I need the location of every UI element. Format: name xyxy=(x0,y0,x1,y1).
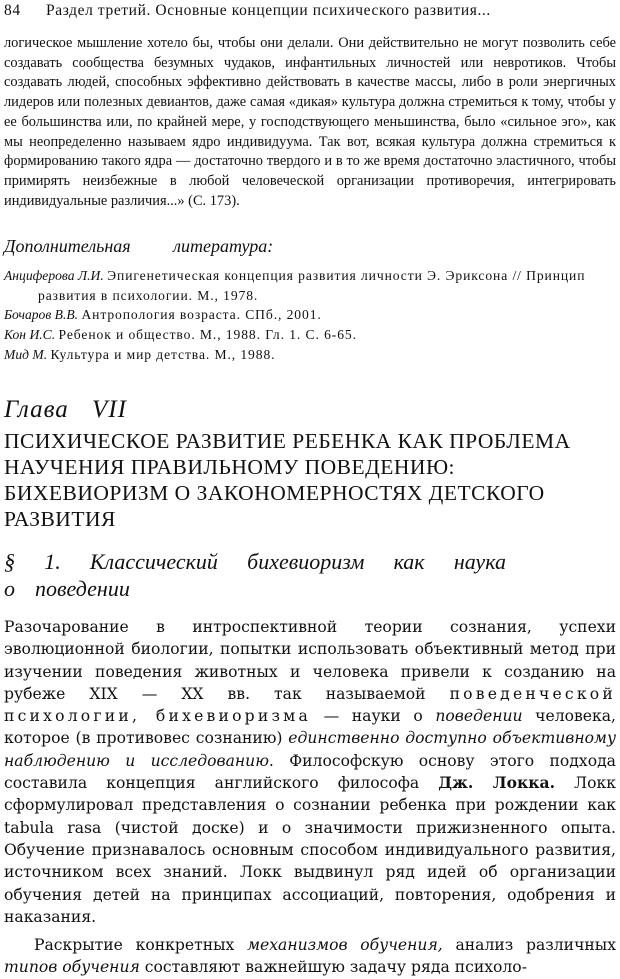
page-number: 84 xyxy=(4,2,21,19)
text-run: анализ различных xyxy=(442,936,616,955)
quote-paragraph xyxy=(4,34,616,211)
reference-text: Ребенок и общество. М., 1988. Гл. 1. С. 6-65. xyxy=(58,327,357,343)
spaced-term: поведенческой психологии, бихевиоризма xyxy=(4,684,616,726)
body-paragraph xyxy=(4,934,616,979)
reference-item xyxy=(4,266,616,305)
body-text xyxy=(4,616,616,979)
reference-author: Мид М. xyxy=(4,346,48,362)
section-title-line xyxy=(4,548,506,575)
reference-item xyxy=(4,345,616,365)
text-run: человека, которое (в противовес сознанию) xyxy=(4,707,616,748)
chapter-title-line: НАУЧЕНИЯ ПРАВИЛЬНОМУ ПОВЕДЕНИЮ: xyxy=(4,455,456,479)
reference-author: Анциферова Л.И. xyxy=(4,268,104,283)
section-word: наука xyxy=(453,549,506,574)
reference-author: Кон И.С. xyxy=(4,327,56,343)
references-list xyxy=(4,266,616,365)
text-run: Локк сформулировал представления о сознании ребенка при рождении как tabula rasa (чистой доске) и о значимости прижизненного опыта. Обучение признавалось основным способом индивидуального развития, источником всех знаний. Локк выдвинул ряд идей об организации обучения детей на принципах ассоциаций, повторения, одобрения и наказания. xyxy=(4,774,616,926)
reference-author: Бочаров В.В. xyxy=(4,307,79,323)
chapter-title xyxy=(4,428,616,532)
body-paragraph xyxy=(4,616,616,928)
section-title-line xyxy=(4,575,616,602)
running-head-title: Раздел третий. Основные концепции психического развития... xyxy=(46,2,491,19)
reference-text: Культура и мир детства. М., 1988. xyxy=(50,346,276,362)
quote-text: логическое мышление хотело бы, чтобы они делали. Они действительно не могут позволить себе создавать сообщества безумных чудаков, инфантильных личностей или невротиков. Чтобы создавать людей, способных эффективно действовать в качестве массы, либо в роли энергичных лидеров или полезных девиантов, даже самая «дикая» культура должна стремиться к тому, чтобы у ее большинства или, по крайней мере, у господствующего меньшинства, было «сильное эго», как мы неопределенно называем ядро индивидуума. Так вот, всякая культура должна стремиться к формированию такого ядра — достаточно твердого и в то же время достаточно эластичного, чтобы примирять неизбежные в любой человеческой организации противоречия, интегрировать индивидуальные различия...» (С. 173). xyxy=(4,35,616,209)
running-head xyxy=(4,2,616,22)
italic-term: механизмов обучения, xyxy=(247,936,443,955)
text-run: Философскую основу этого подхода составила концепция английского философа xyxy=(4,751,616,793)
section-word: § xyxy=(4,549,15,574)
section-word: 1. xyxy=(44,549,61,574)
chapter-title-line: БИХЕВИОРИЗМ О ЗАКОНОМЕРНОСТЯХ ДЕТСКОГО xyxy=(4,481,545,505)
section-title xyxy=(4,548,616,602)
reference-text: Эпигенетическая концепция развития личности Э. Эриксона // Принцип развития в психологии. М., 1978. xyxy=(38,268,586,303)
italic-term: единственно доступно объективному наблюдению и исследованию. xyxy=(4,729,616,770)
reference-text: Антропология возраста. СПб., 2001. xyxy=(81,307,322,323)
italic-term: поведении xyxy=(435,707,523,726)
section-word: бихевиоризм xyxy=(247,549,365,574)
text-run: Раскрытие конкретных xyxy=(34,936,248,955)
section-word: как xyxy=(393,549,425,574)
section-word: о xyxy=(4,576,15,601)
additional-literature-heading: Дополнительная литература: xyxy=(4,236,274,256)
section-word: Классический xyxy=(89,549,218,574)
chapter-label: Глава VII xyxy=(4,396,127,423)
section-word: поведении xyxy=(35,576,130,601)
chapter-title-line: РАЗВИТИЯ xyxy=(4,507,116,531)
bold-name: Дж. Локка. xyxy=(438,773,556,793)
text-run: составляют важнейшую задачу ряда психоло- xyxy=(139,958,527,977)
text-run: Разочарование в интроспективной теории сознания, успехи эволюционной биологии, попытки использовать объективный метод при изучении поведения животных и человека привели к созданию на рубеже XIX — XX вв. так называемой xyxy=(4,618,616,703)
reference-item xyxy=(4,325,616,345)
reference-item xyxy=(4,305,616,325)
italic-term: типов обучения xyxy=(4,958,140,977)
text-run: — науки о xyxy=(310,707,436,726)
chapter-title-line: ПСИХИЧЕСКОЕ РАЗВИТИЕ РЕБЕНКА КАК ПРОБЛЕМА xyxy=(4,429,571,453)
